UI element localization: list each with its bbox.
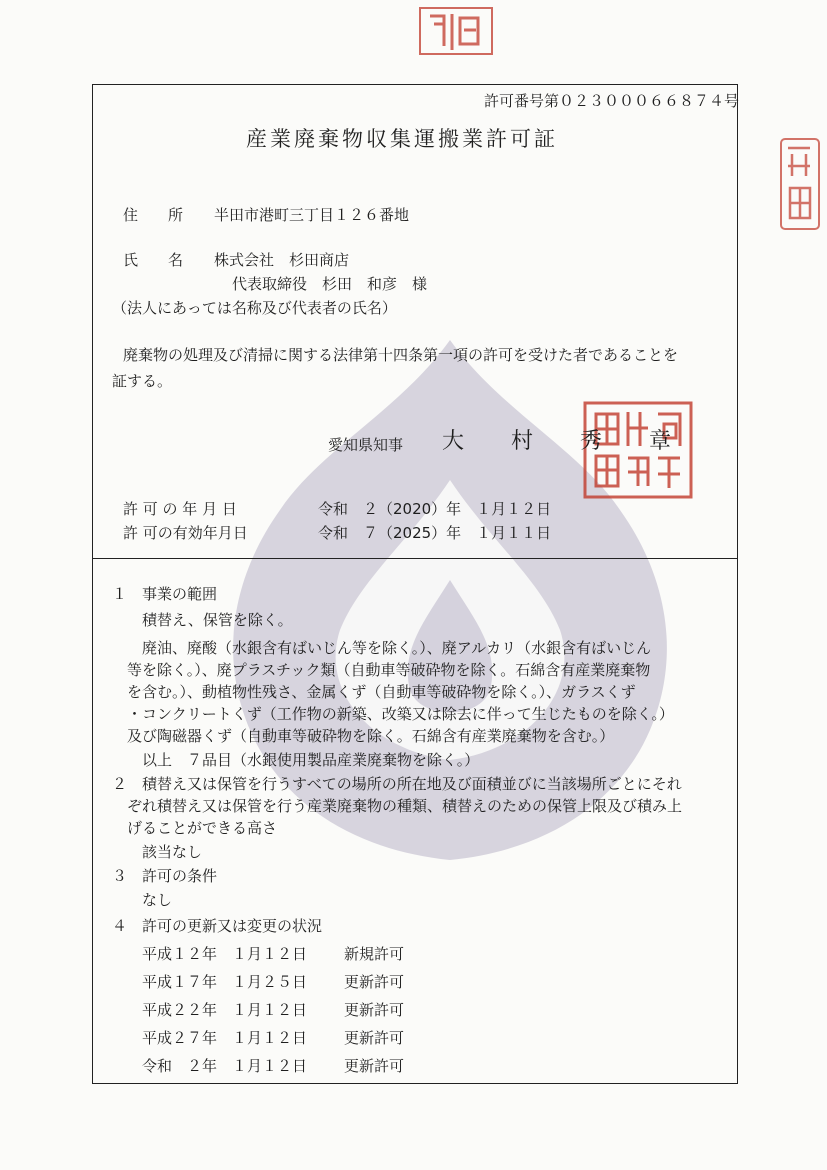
history-status: 更新許可 — [344, 1029, 405, 1047]
company-name: 株式会社 杉田商店 — [214, 251, 350, 269]
governor-title: 愛知県知事 — [328, 436, 404, 454]
section-1-sub: 積替え、保管を除く。 — [142, 611, 293, 629]
section-1-body-line: 廃油、廃酸（水銀含有ばいじん等を除く。）、廃アルカリ（水銀含有ばいじん — [142, 639, 652, 657]
address-label: 住 所 — [123, 206, 184, 224]
section-1-body-line: ・コンクリートくず（工作物の新築、改築又は除去に伴って生じたものを除く。） — [127, 705, 674, 723]
statement-line-1: 廃棄物の処理及び清掃に関する法律第十四条第一項の許可を受けた者であることを — [123, 346, 679, 364]
history-status: 更新許可 — [344, 1001, 405, 1019]
page-title: 産業廃棄物収集運搬業許可証 — [246, 127, 558, 151]
section-1-body-line: を含む。）、動植物性残さ、金属くず（自動車等破砕物を除く。）、ガラスくず — [127, 683, 636, 701]
name-note: （法人にあっては名称及び代表者の氏名） — [112, 299, 397, 317]
stamp-seal-side — [778, 136, 822, 232]
stamp-seal-top — [416, 2, 496, 58]
section-1-body-line: 等を除く。）、廃プラスチック類（自動車等破砕物を除く。石綿含有産業廃棄物 — [127, 661, 651, 679]
expiry-date-value: 令和 ７（2025）年 １月１１日 — [318, 524, 552, 542]
history-status: 新規許可 — [344, 945, 405, 963]
history-date: 平成２２年 １月１２日 — [142, 1001, 308, 1019]
section-1-body-line: 及び陶磁器くず（自動車等破砕物を除く。石綿含有産業廃棄物を含む。） — [127, 727, 615, 745]
section-3-number: ３ — [112, 867, 128, 885]
permit-date-value: 令和 ２（2020）年 １月１２日 — [318, 500, 552, 518]
section-4-title: 許可の更新又は変更の状況 — [142, 917, 323, 935]
history-date: 令和 ２年 １月１２日 — [142, 1057, 308, 1075]
name-label: 氏 名 — [123, 251, 184, 269]
history-status: 更新許可 — [344, 973, 405, 991]
representative-name: 代表取締役 杉田 和彦 様 — [232, 275, 428, 293]
section-1-total: 以上 ７品目（水銀使用製品産業廃棄物を除く。） — [142, 751, 480, 769]
section-1-title: 事業の範囲 — [142, 585, 218, 603]
address-value: 半田市港町三丁目１２６番地 — [214, 206, 410, 224]
statement-line-2: 証する。 — [112, 372, 173, 390]
governor-name: 大 村 秀 章 — [442, 429, 691, 454]
section-2-line: 積替え又は保管を行うすべての場所の所在地及び面積並びに当該場所ごとにそれ — [142, 775, 682, 793]
section-3-value: なし — [142, 891, 173, 909]
section-2-line: ぞれ積替え又は保管を行う産業廃棄物の種類、積替えのための保管上限及び積み上 — [127, 797, 683, 815]
section-1-number: １ — [112, 585, 128, 603]
section-3-title: 許可の条件 — [142, 867, 218, 885]
history-date: 平成１７年 １月２５日 — [142, 973, 308, 991]
history-date: 平成２７年 １月１２日 — [142, 1029, 308, 1047]
permit-number: 許可番号第０２３０００６６８７４号 — [484, 92, 740, 110]
permit-date-label: 許 可 の 年 月 日 — [123, 500, 237, 518]
history-status: 更新許可 — [344, 1057, 405, 1075]
section-4-number: ４ — [112, 917, 128, 935]
section-divider — [92, 558, 738, 559]
section-2-value: 該当なし — [142, 843, 203, 861]
section-2-line: げることができる高さ — [127, 819, 278, 837]
history-date: 平成１２年 １月１２日 — [142, 945, 308, 963]
expiry-date-label: 許 可の有効年月日 — [123, 524, 248, 542]
section-2-number: ２ — [112, 775, 128, 793]
